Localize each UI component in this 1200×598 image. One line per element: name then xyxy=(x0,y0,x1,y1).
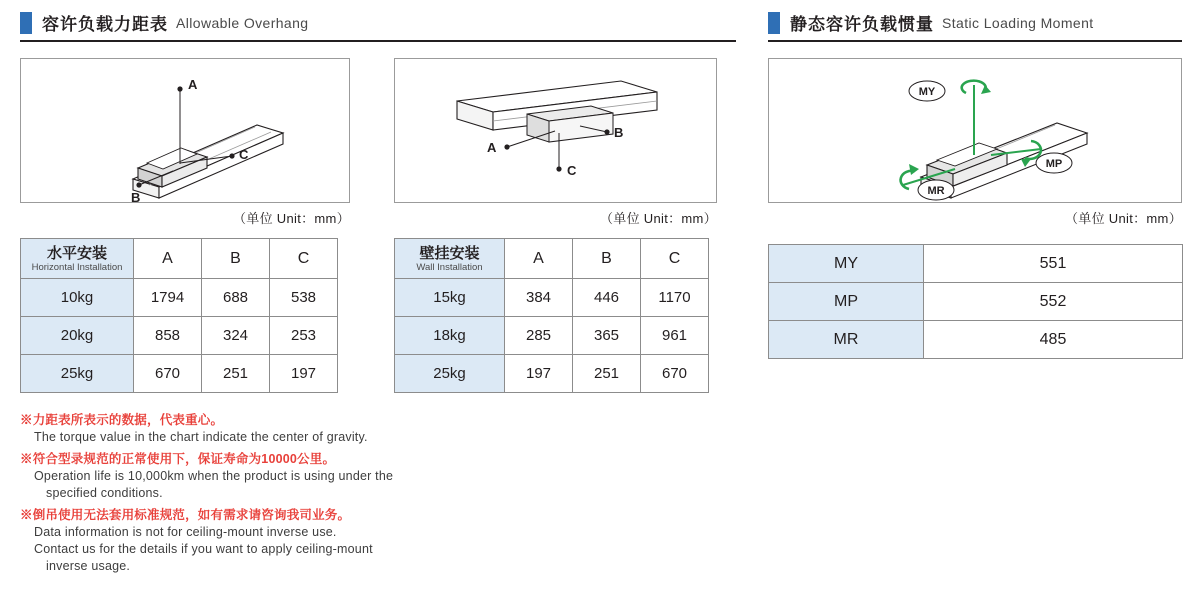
row-label: 15kg xyxy=(395,279,505,317)
note-line: Contact us for the details if you want to apply ceiling-mount xyxy=(34,542,373,556)
cell-value: 961 xyxy=(641,317,709,355)
note-line: ※倒吊使用无法套用标准规范，如有需求请咨询我司业务。 xyxy=(20,508,351,522)
accent-bar-icon xyxy=(768,12,780,34)
cell-value: 197 xyxy=(505,355,573,393)
header-cell-a: A xyxy=(505,239,573,279)
table-row xyxy=(769,283,1183,321)
note-line: specified conditions. xyxy=(46,486,163,500)
table-static-loading-moment xyxy=(768,244,1183,359)
cell-value: 197 xyxy=(270,355,338,393)
cell-value: 251 xyxy=(573,355,641,393)
header-cell-c: C xyxy=(641,239,709,279)
section-title-en: Allowable Overhang xyxy=(176,14,309,31)
header-cell-en: Wall Installation xyxy=(416,261,483,273)
row-label: 10kg xyxy=(21,279,134,317)
header-cell-b: B xyxy=(573,239,641,279)
header-cell-a: A xyxy=(134,239,202,279)
section-header-static-loading-moment xyxy=(768,10,1182,42)
svg-text:C: C xyxy=(567,163,577,178)
cell-value: 324 xyxy=(202,317,270,355)
table-header-row xyxy=(395,239,709,279)
section-header-allowable-overhang xyxy=(20,10,736,42)
note-line: The torque value in the chart indicate the center of gravity. xyxy=(34,430,368,444)
svg-text:MY: MY xyxy=(918,86,936,98)
cell-value: 538 xyxy=(270,279,338,317)
note-line: Data information is not for ceiling-mount inverse use. xyxy=(34,525,337,539)
cell-value-mr: 485 xyxy=(924,321,1183,359)
header-cell-en: Horizontal Installation xyxy=(31,261,123,273)
table-row xyxy=(395,355,709,393)
table-row xyxy=(395,279,709,317)
moment-rail-diagram-icon xyxy=(769,59,1181,202)
cell-value: 384 xyxy=(505,279,573,317)
figure-horizontal-installation xyxy=(20,58,350,203)
unit-caption-fig1: （单位 Unit：mm） xyxy=(233,211,350,226)
cell-value: 1170 xyxy=(641,279,709,317)
svg-text:B: B xyxy=(131,190,141,202)
table-wall-installation xyxy=(394,238,709,393)
cell-value: 446 xyxy=(573,279,641,317)
row-label-mr: MR xyxy=(769,321,924,359)
table-row xyxy=(21,317,338,355)
svg-text:A: A xyxy=(188,77,198,92)
header-cell-cn: 壁挂安装 xyxy=(419,244,480,262)
svg-text:MP: MP xyxy=(1045,158,1063,170)
accent-bar-icon xyxy=(20,12,32,34)
section-title-en: Static Loading Moment xyxy=(942,14,1094,31)
unit-caption-fig2: （单位 Unit：mm） xyxy=(600,211,717,226)
cell-value: 1794 xyxy=(134,279,202,317)
row-label: 20kg xyxy=(21,317,134,355)
row-label: 25kg xyxy=(395,355,505,393)
wall-mount-rail-diagram-icon xyxy=(395,59,716,202)
svg-text:B: B xyxy=(614,125,624,140)
table-row xyxy=(21,279,338,317)
header-cell-b: B xyxy=(202,239,270,279)
table-row xyxy=(769,321,1183,359)
note-line: ※力距表所表示的数据，代表重心。 xyxy=(20,413,224,427)
row-label-my: MY xyxy=(769,245,924,283)
table-row xyxy=(21,355,338,393)
section-title-cn: 容许负载力距表 xyxy=(42,15,168,34)
cell-value: 253 xyxy=(270,317,338,355)
row-label-mp: MP xyxy=(769,283,924,321)
unit-caption-fig3: （单位 Unit：mm） xyxy=(1065,211,1182,226)
cell-value: 251 xyxy=(202,355,270,393)
cell-value: 688 xyxy=(202,279,270,317)
cell-value: 285 xyxy=(505,317,573,355)
figure-static-loading-moment xyxy=(768,58,1182,203)
notes-block xyxy=(20,412,580,575)
row-label: 18kg xyxy=(395,317,505,355)
table-header-row xyxy=(21,239,338,279)
note-line: Operation life is 10,000km when the product is using under the xyxy=(34,469,394,483)
row-label: 25kg xyxy=(21,355,134,393)
svg-text:MR: MR xyxy=(927,185,945,197)
header-cell-c: C xyxy=(270,239,338,279)
cell-value: 858 xyxy=(134,317,202,355)
header-cell-install-type xyxy=(21,239,134,279)
cell-value-mp: 552 xyxy=(924,283,1183,321)
header-cell-cn: 水平安装 xyxy=(46,244,107,262)
cell-value: 670 xyxy=(134,355,202,393)
note-line: ※符合型录规范的正常使用下，保证寿命为10000公里。 xyxy=(20,452,336,466)
cell-value: 670 xyxy=(641,355,709,393)
header-cell-install-type xyxy=(395,239,505,279)
svg-text:A: A xyxy=(487,140,497,155)
table-horizontal-installation xyxy=(20,238,338,393)
section-title-cn: 静态容许负载惯量 xyxy=(790,15,934,34)
table-row xyxy=(395,317,709,355)
figure-wall-installation xyxy=(394,58,717,203)
horizontal-rail-diagram-icon xyxy=(21,59,349,202)
cell-value-my: 551 xyxy=(924,245,1183,283)
svg-text:C: C xyxy=(239,147,249,162)
cell-value: 365 xyxy=(573,317,641,355)
table-row xyxy=(769,245,1183,283)
note-line: inverse usage. xyxy=(46,559,131,573)
